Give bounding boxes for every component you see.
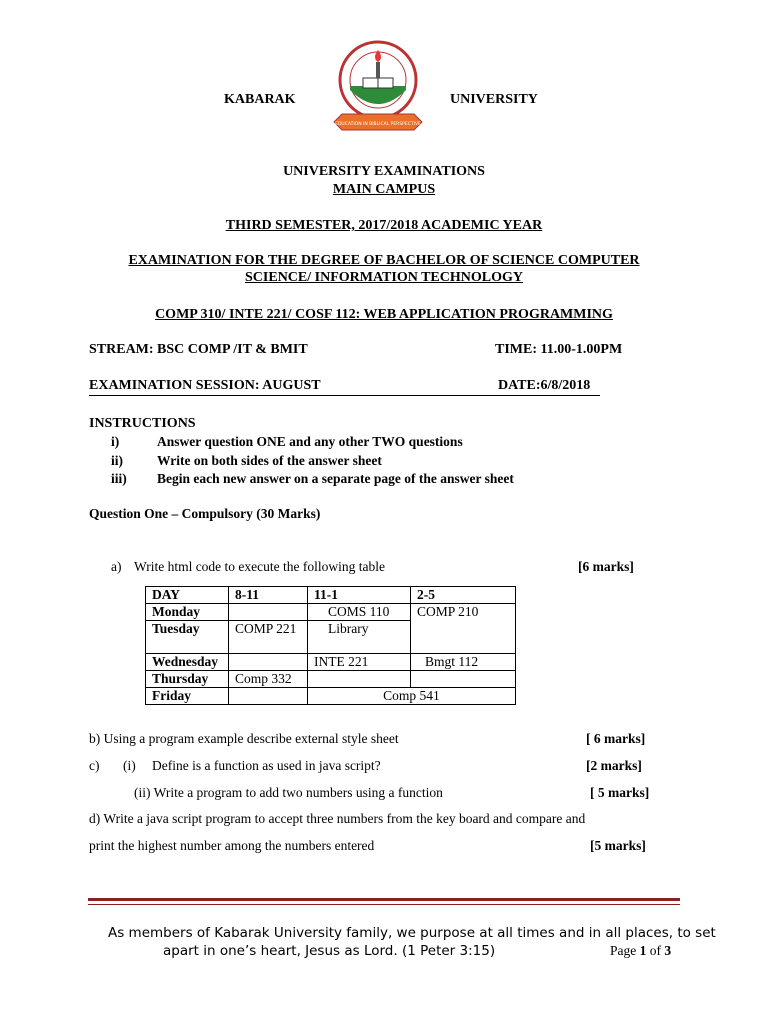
q-c-label: c) [89, 758, 100, 773]
table-header-11-1: 11-1 [308, 587, 411, 604]
table-cell-tuesday: Tuesday [146, 621, 229, 654]
session-row [89, 378, 600, 396]
table-row [146, 587, 516, 604]
footer-motto-line2: apart in one’s heart, Jesus as Lord. (1 Peter 3:15) [163, 943, 496, 959]
q-d-marks: [5 marks] [590, 838, 646, 853]
table-cell-empty [229, 688, 308, 705]
question-one-heading: Question One – Compulsory (30 Marks) [89, 506, 321, 521]
stream-label: STREAM: BSC COMP /IT & BMIT [89, 342, 308, 357]
q-c-text: Define is a function as used in java script? [152, 758, 381, 773]
table-header-day: DAY [146, 587, 229, 604]
q-c-marks: [2 marks] [586, 758, 642, 773]
instruction-text-1: Answer question ONE and any other TWO questions [157, 434, 463, 449]
q-a-marks: [6 marks] [578, 559, 634, 574]
page-number [610, 943, 671, 959]
table-cell-empty [229, 604, 308, 621]
q-d-line2: print the highest number among the numbers entered [89, 838, 375, 853]
instruction-text-3: Begin each new answer on a separate page of the answer sheet [157, 471, 514, 486]
q-a-text: Write html code to execute the following table [134, 559, 385, 574]
footer-rule [88, 898, 680, 901]
q-c2-text: (ii) Write a program to add two numbers using a function [134, 785, 443, 800]
footer-rule-thin [88, 904, 680, 905]
table-cell-library: Library [308, 621, 411, 654]
instruction-num-2: ii) [111, 453, 123, 468]
table-cell-monday: Monday [146, 604, 229, 621]
q-c2-marks: [ 5 marks] [590, 785, 650, 800]
table-cell-empty [411, 671, 516, 688]
instruction-num-1: i) [111, 434, 120, 449]
q-d-line1: d) Write a java script program to accept three numbers from the key board and compare and [89, 811, 586, 826]
header-university: UNIVERSITY [450, 92, 538, 107]
svg-text:EDUCATION IN BIBLICAL PERSPECT: EDUCATION IN BIBLICAL PERSPECTIVE [335, 122, 421, 127]
degree-title-2: SCIENCE/ INFORMATION TECHNOLOGY [245, 270, 523, 285]
date-label: DATE:6/8/2018 [498, 378, 591, 393]
table-cell-friday: Friday [146, 688, 229, 705]
table-cell-comp210: COMP 210 [411, 604, 516, 654]
instruction-num-3: iii) [111, 471, 127, 486]
table-cell-thursday: Thursday [146, 671, 229, 688]
university-logo [332, 38, 428, 142]
instructions-heading: INSTRUCTIONS [89, 416, 196, 431]
course-title: COMP 310/ INTE 221/ COSF 112: WEB APPLICATION PROGRAMMING [155, 307, 613, 322]
table-cell-bmgt112: Bmgt 112 [411, 654, 516, 671]
degree-title-1: EXAMINATION FOR THE DEGREE OF BACHELOR OF SCIENCE COMPUTER [128, 253, 640, 268]
table-cell-comp332: Comp 332 [229, 671, 308, 688]
timetable [145, 586, 516, 705]
table-cell-comp221 [229, 621, 308, 654]
q-b-text: b) Using a program example describe external style sheet [89, 731, 399, 746]
exam-title: UNIVERSITY EXAMINATIONS [283, 164, 485, 179]
page-prefix: Page [610, 943, 640, 958]
table-row [146, 671, 516, 688]
page-current: 1 [639, 943, 647, 958]
table-header-8-11: 8-11 [229, 587, 308, 604]
campus-title: MAIN CAMPUS [332, 182, 436, 197]
table-cell-wednesday: Wednesday [146, 654, 229, 671]
time-label: TIME: 11.00-1.00PM [495, 342, 623, 357]
table-header-2-5: 2-5 [411, 587, 516, 604]
table-row [146, 654, 516, 671]
footer-motto-line1: As members of Kabarak University family, we purpose at all times and in all places, to set [108, 925, 716, 941]
page-total: 3 [664, 943, 672, 958]
page-of: of [646, 943, 665, 958]
table-cell-comp541: Comp 541 [308, 688, 516, 705]
q-b-marks: [ 6 marks] [586, 731, 646, 746]
session-label: EXAMINATION SESSION: AUGUST [89, 378, 321, 393]
q-a-label: a) [111, 559, 122, 574]
instruction-text-2: Write on both sides of the answer sheet [157, 453, 382, 468]
q-c-sub: (i) [123, 758, 136, 773]
table-cell-coms110: COMS 110 [308, 604, 411, 621]
semester-title: THIRD SEMESTER, 2017/2018 ACADEMIC YEAR [225, 218, 543, 233]
table-cell-inte221: INTE 221 [308, 654, 411, 671]
table-cell-empty [308, 671, 411, 688]
table-row [146, 688, 516, 705]
table-row [146, 604, 516, 621]
header-kabarak: KABARAK [224, 92, 296, 107]
comp221-text: COMP 221 [235, 621, 297, 636]
table-cell-empty [229, 654, 308, 671]
